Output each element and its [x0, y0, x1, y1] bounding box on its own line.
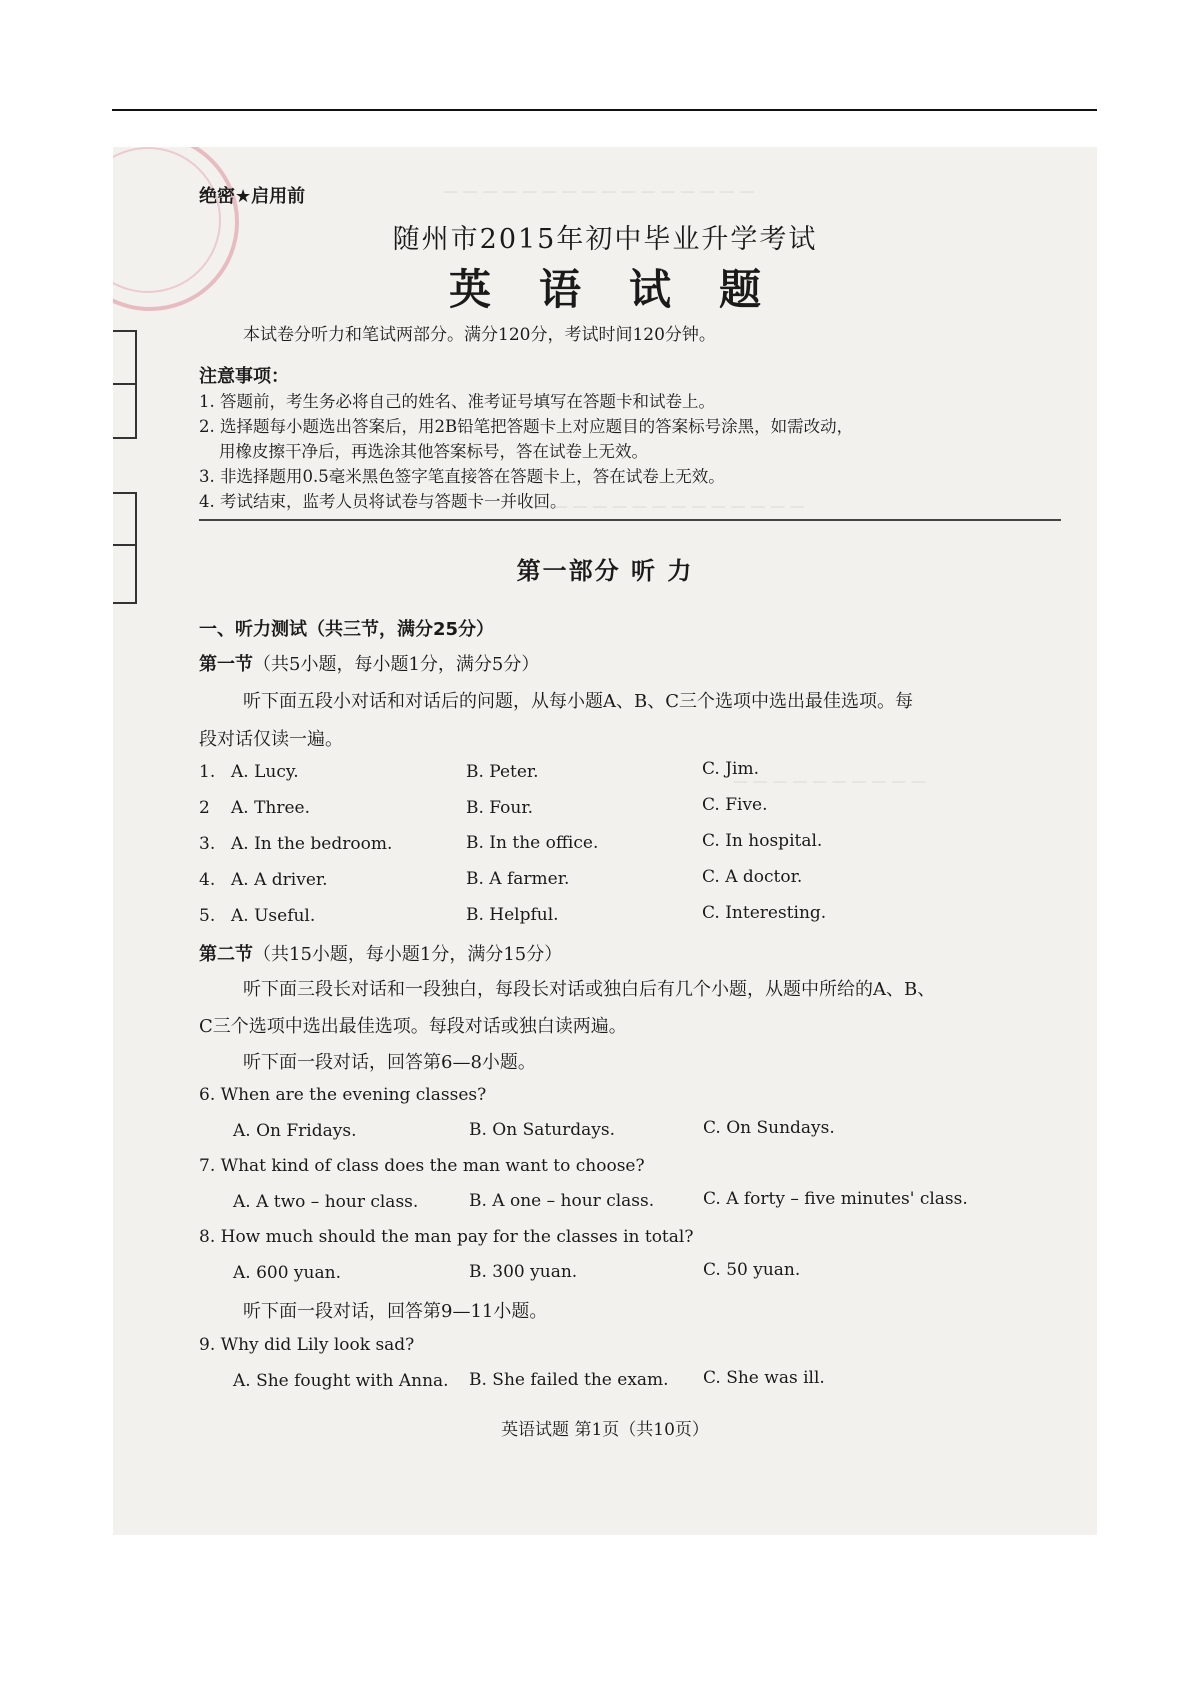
- dialog-intro: 听下面一段对话，回答第9—11小题。: [243, 1301, 548, 1322]
- section2-instruction: C三个选项中选出最佳选项。每段对话或独白读两遍。: [199, 1016, 627, 1037]
- option-c: C. On Sundays.: [703, 1118, 835, 1138]
- option-b: B. Peter.: [466, 762, 539, 782]
- option-a: A. Three.: [231, 798, 311, 818]
- option-a: A. She fought with Anna.: [233, 1371, 449, 1391]
- question-stem: 7. What kind of class does the man want to choose?: [199, 1156, 645, 1176]
- option-c: C. Jim.: [702, 759, 759, 779]
- section1-heading: 第一节（共5小题，每小题1分，满分5分）: [199, 654, 540, 675]
- section-main-heading: 一、听力测试（共三节，满分25分）: [199, 619, 495, 640]
- option-b: B. A one – hour class.: [469, 1191, 655, 1211]
- section2-instruction: 听下面三段长对话和一段独白，每段长对话或独白后有几个小题，从题中所给的A、B、: [243, 979, 936, 1000]
- option-a: A. 600 yuan.: [233, 1263, 341, 1283]
- note-item: 2. 选择题每小题选出答案后，用2B铅笔把答题卡上对应题目的答案标号涂黑，如需改动，: [199, 417, 854, 436]
- bleed-through-text: — — — — — — — — — —: [733, 772, 926, 790]
- option-c: C. Interesting.: [702, 903, 827, 923]
- option-b: B. A farmer.: [466, 869, 570, 889]
- binding-box-lower: [113, 492, 137, 604]
- exam-page: [113, 147, 1097, 1535]
- question-number: 1.: [199, 762, 216, 782]
- notes-heading: 注意事项：: [199, 366, 289, 387]
- section2-heading: 第二节（共15小题，每小题1分，满分15分）: [199, 944, 563, 965]
- option-b: B. Four.: [466, 798, 534, 818]
- option-a: A. A two – hour class.: [233, 1192, 419, 1212]
- option-c: C. She was ill.: [703, 1368, 825, 1388]
- subject-title: 英语试题: [448, 265, 809, 314]
- option-b: B. She failed the exam.: [469, 1370, 669, 1390]
- section1-instruction: 段对话仅读一遍。: [199, 729, 343, 750]
- option-b: B. On Saturdays.: [469, 1120, 616, 1140]
- option-a: A. A driver.: [231, 870, 328, 890]
- page-footer: 英语试题 第1页（共10页）: [501, 1420, 709, 1440]
- section1-instruction: 听下面五段小对话和对话后的问题，从每小题A、B、C三个选项中选出最佳选项。每: [243, 691, 913, 712]
- option-a: A. Useful.: [231, 906, 316, 926]
- bleed-through-text: — — — — — — — — — — — — — — — —: [443, 182, 755, 200]
- question-number: 4.: [199, 870, 216, 890]
- question-number: 2: [199, 798, 210, 818]
- exam-intro: 本试卷分听力和笔试两部分。满分120分，考试时间120分钟。: [243, 325, 716, 345]
- note-item: 用橡皮擦干净后，再选涂其他答案标号，答在试卷上无效。: [219, 442, 648, 461]
- option-c: C. Five.: [702, 795, 768, 815]
- question-stem: 6. When are the evening classes?: [199, 1085, 487, 1105]
- option-a: A. Lucy.: [231, 762, 299, 782]
- confidential-label: 绝密★启用前: [199, 186, 306, 207]
- binding-divider: [113, 544, 137, 546]
- notes-divider: [199, 519, 1061, 521]
- exam-title: 随州市2015年初中毕业升学考试: [392, 224, 818, 255]
- question-stem: 8. How much should the man pay for the classes in total?: [199, 1227, 694, 1247]
- option-c: C. A doctor.: [702, 867, 803, 887]
- note-item: 1. 答题前，考生务必将自己的姓名、准考证号填写在答题卡和试卷上。: [199, 392, 715, 411]
- question-stem: 9. Why did Lily look sad?: [199, 1335, 415, 1355]
- option-b: B. 300 yuan.: [469, 1262, 578, 1282]
- question-number: 3.: [199, 834, 216, 854]
- part-title: 第一部分 听 力: [516, 557, 694, 585]
- option-b: B. In the office.: [466, 833, 599, 853]
- bleed-through-text: — — — — — — — — — — — — — —: [533, 497, 805, 515]
- option-b: B. Helpful.: [466, 905, 559, 925]
- top-rule: [112, 109, 1097, 111]
- option-a: A. In the bedroom.: [231, 834, 393, 854]
- option-a: A. On Fridays.: [233, 1121, 357, 1141]
- option-c: C. In hospital.: [702, 831, 823, 851]
- note-item: 4. 考试结束，监考人员将试卷与答题卡一并收回。: [199, 492, 567, 511]
- binding-divider: [113, 383, 137, 385]
- dialog-intro: 听下面一段对话，回答第6—8小题。: [243, 1052, 536, 1073]
- option-c: C. 50 yuan.: [703, 1260, 801, 1280]
- question-number: 5.: [199, 906, 216, 926]
- option-c: C. A forty – five minutes' class.: [703, 1189, 968, 1209]
- note-item: 3. 非选择题用0.5毫米黑色签字笔直接答在答题卡上，答在试卷上无效。: [199, 467, 725, 486]
